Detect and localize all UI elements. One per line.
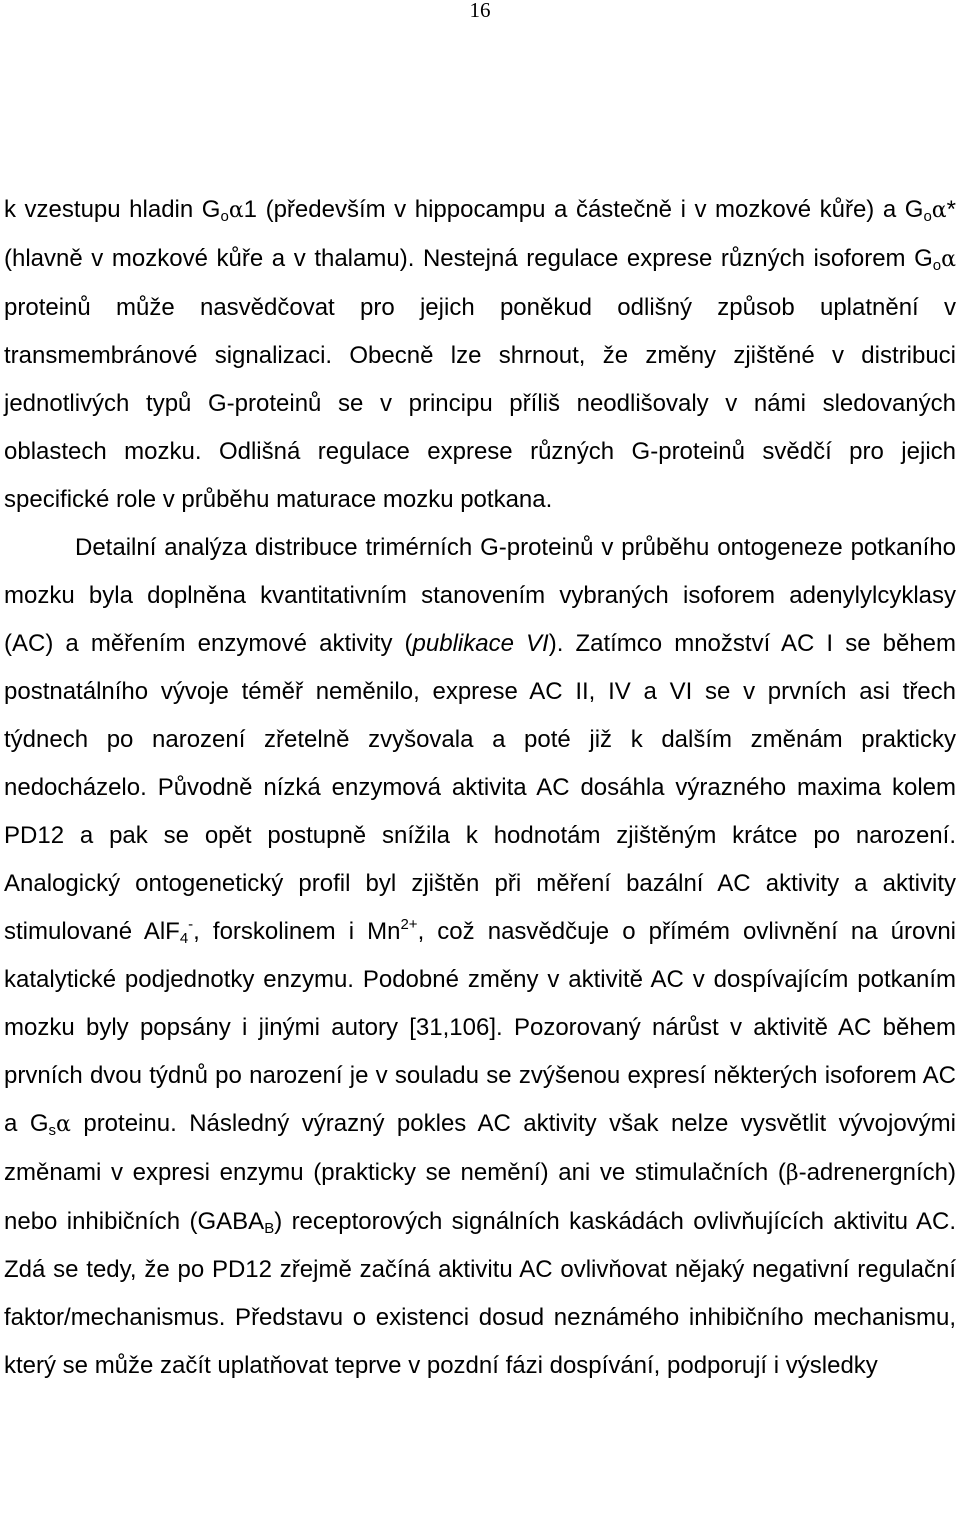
text-run: proteinu. Následný výrazný pokles AC aktivity však nelze vysvětlit vývojovými změnami v expresi enzymu (prakticky se nemění) ani ve stimulačních (: [4, 1110, 956, 1186]
greek-alpha: α: [56, 1112, 71, 1137]
greek-beta: β: [785, 1161, 799, 1186]
text-run: * (hlavně v mozkové kůře a v thalamu). Nestejná regulace exprese různých isoforem G: [4, 196, 956, 272]
text-run: ). Zatímco množství AC I se během postnatálního vývoje téměř neměnilo, exprese AC II, IV a VI se v prvních asi třech týdnech po narození zřetelně zvyšovala a poté již k dalším změnám prakticky nedocházelo. Původně nízká enzymová aktivita AC dosáhla výrazného maxima kolem PD12 a pak se opět postupně snížila k hodnotám zjištěným krátce po narození. Analogický ontogenetický profil byl zjištěn při měření bazální AC aktivity a aktivity stimulované AlF: [4, 630, 957, 945]
text-run: ) receptorových signálních kaskádách ovlivňujících aktivitu AC. Zdá se tedy, že po PD12 zřejmě začíná aktivitu AC ovlivňovat nějaký negativní regulační faktor/mechanismus. Představu o existenci dosud neznámého inhibičního mechanismu, který se může začít uplatňovat teprve v pozdní fázi dospívání, podporují i výsledky: [4, 1208, 957, 1379]
subscript: 4: [179, 930, 189, 947]
text-run: proteinů může nasvědčovat pro jejich poněkud odlišný způsob uplatnění v transmembránové signalizaci. Obecně lze shrnout, že změny zjištěné v distribuci jednotlivých typů G-proteinů se v principu příliš neodlišovaly v námi sledovaných oblastech mozku. Odlišná regulace exprese různých G-proteinů svědčí pro jejich specifické role v průběhu maturace mozku potkana.: [4, 294, 956, 513]
greek-alpha: α: [228, 198, 244, 223]
greek-alpha: α: [931, 198, 947, 223]
subscript: o: [932, 257, 942, 274]
subscript: B: [264, 1220, 275, 1237]
text-run: , forskolinem i Mn: [193, 918, 401, 945]
page-number: 16: [469, 0, 491, 22]
superscript: 2+: [400, 916, 418, 933]
superscript: -: [188, 916, 194, 933]
subscript: s: [48, 1122, 56, 1139]
subscript: o: [923, 208, 932, 225]
text-run: -adrenergních) nebo inhibičních (GABA: [4, 1159, 956, 1235]
greek-alpha: α: [941, 247, 956, 272]
text-run: , což nasvědčuje o přímém ovlivnění na úrovni katalytické podjednotky enzymu. Podobné změny v aktivitě AC v dospívajícím potkaním mozku byly popsány i jinými autory [31,106]. Pozorovaný nárůst v aktivitě AC během prvních dvou týdnů po narození je v souladu se zvýšenou expresí některých isoforem AC a G: [4, 918, 956, 1137]
italic-reference: publikace VI: [412, 630, 549, 657]
subscript: o: [220, 208, 229, 225]
text-run: k vzestupu hladin G: [4, 196, 221, 223]
document-body: [4, 186, 956, 1390]
paragraph-2: [4, 524, 956, 1390]
paragraph-1: [4, 186, 956, 524]
text-run: Detailní analýza distribuce trimérních G-proteinů v průběhu ontogeneze potkaního mozku byla doplněna kvantitativním stanovením vybraných isoforem adenylylcyklasy (AC) a měřením enzymové aktivity (: [4, 534, 956, 657]
text-run: 1 (především v hippocampu a částečně i v mozkové kůře) a G: [243, 196, 924, 223]
